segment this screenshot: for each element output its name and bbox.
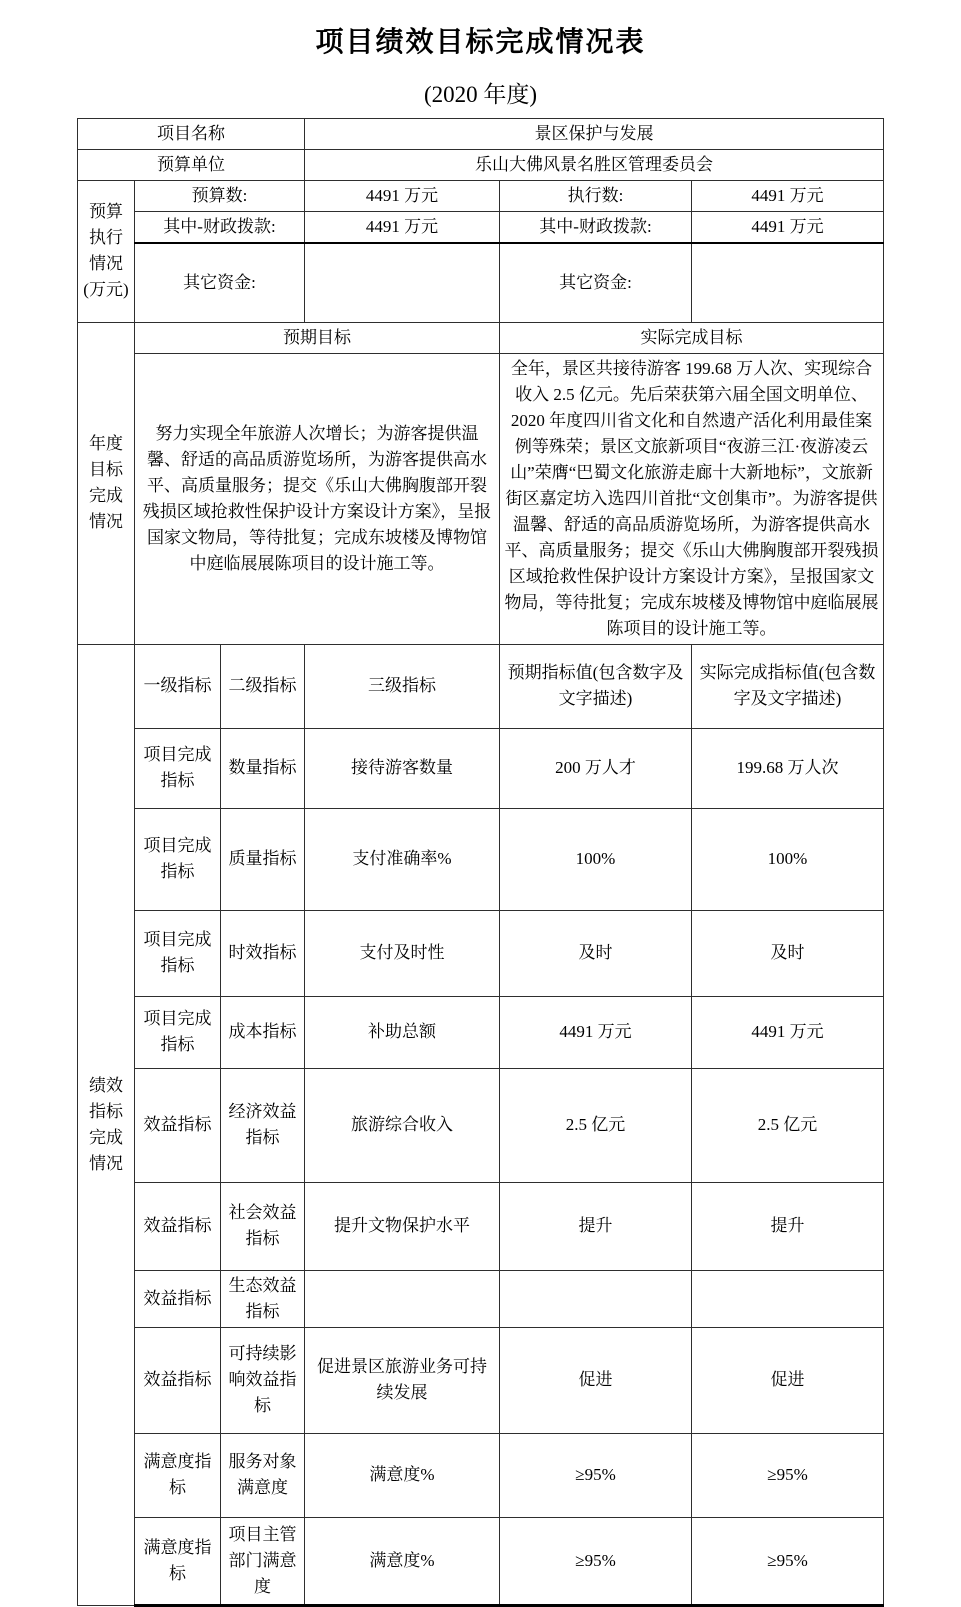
indicator-header-row bbox=[77, 644, 883, 728]
indicator-row bbox=[77, 996, 883, 1068]
indicator-level2-cell: 成本指标 bbox=[220, 996, 304, 1068]
indicator-level1-cell: 项目完成指标 bbox=[134, 808, 220, 910]
indicator-expected-cell: 促进 bbox=[500, 1327, 692, 1433]
indicator-level1-cell: 项目完成指标 bbox=[134, 996, 220, 1068]
fiscal-allocation-value: 4491 万元 bbox=[305, 212, 500, 244]
indicator-row bbox=[77, 728, 883, 808]
indicator-expected-cell: 及时 bbox=[500, 910, 692, 996]
indicator-level3-cell: 促进景区旅游业务可持续发展 bbox=[305, 1327, 500, 1433]
indicator-level2-cell: 经济效益指标 bbox=[220, 1068, 304, 1182]
project-name-value: 景区保护与发展 bbox=[305, 119, 884, 150]
indicator-level2-cell: 社会效益指标 bbox=[220, 1182, 304, 1270]
indicator-section-label: 绩效指标完成情况 bbox=[77, 644, 134, 1605]
expected-goal-header: 预期目标 bbox=[134, 322, 499, 353]
fiscal-allocation-label: 其中-财政拨款: bbox=[134, 212, 304, 244]
indicator-level1-cell: 满意度指标 bbox=[134, 1517, 220, 1605]
project-name-label: 项目名称 bbox=[77, 119, 304, 150]
indicator-row bbox=[77, 1327, 883, 1433]
indicator-actual-cell: 2.5 亿元 bbox=[692, 1068, 884, 1182]
indicator-header-level1: 一级指标 bbox=[134, 644, 220, 728]
budget-unit-label: 预算单位 bbox=[77, 150, 304, 181]
indicator-row bbox=[77, 808, 883, 910]
budget-row bbox=[77, 181, 883, 212]
indicator-level2-cell: 时效指标 bbox=[220, 910, 304, 996]
indicator-actual-cell bbox=[692, 1270, 884, 1327]
indicator-header-actual: 实际完成指标值(包含数字及文字描述) bbox=[692, 644, 884, 728]
budget-section-label: 预算执行情况(万元) bbox=[77, 181, 134, 323]
indicator-actual-cell: 提升 bbox=[692, 1182, 884, 1270]
budget-amount-label: 预算数: bbox=[134, 181, 304, 212]
actual-goal-header: 实际完成目标 bbox=[500, 322, 884, 353]
other-funds-label: 其它资金: bbox=[134, 243, 304, 322]
indicator-row bbox=[77, 1182, 883, 1270]
indicator-header-level2: 二级指标 bbox=[220, 644, 304, 728]
indicator-level1-cell: 满意度指标 bbox=[134, 1433, 220, 1517]
indicator-level3-cell bbox=[305, 1270, 500, 1327]
budget-row bbox=[77, 212, 883, 244]
indicator-level2-cell: 项目主管部门满意度 bbox=[220, 1517, 304, 1605]
indicator-actual-cell: 及时 bbox=[692, 910, 884, 996]
indicator-actual-cell: ≥95% bbox=[692, 1517, 884, 1605]
executed-amount-value: 4491 万元 bbox=[692, 181, 884, 212]
indicator-row bbox=[77, 1433, 883, 1517]
indicator-header-level3: 三级指标 bbox=[305, 644, 500, 728]
indicator-level1-cell: 项目完成指标 bbox=[134, 910, 220, 996]
indicator-level3-cell: 补助总额 bbox=[305, 996, 500, 1068]
indicator-expected-cell: 4491 万元 bbox=[500, 996, 692, 1068]
indicator-row bbox=[77, 1068, 883, 1182]
annual-goal-content-row bbox=[77, 353, 883, 644]
indicator-level3-cell: 提升文物保护水平 bbox=[305, 1182, 500, 1270]
other-funds-label2: 其它资金: bbox=[500, 243, 692, 322]
indicator-level3-cell: 满意度% bbox=[305, 1517, 500, 1605]
other-funds-value bbox=[305, 243, 500, 322]
indicator-actual-cell: ≥95% bbox=[692, 1433, 884, 1517]
fiscal-allocation-value2: 4491 万元 bbox=[692, 212, 884, 244]
indicator-row bbox=[77, 910, 883, 996]
indicator-actual-cell: 100% bbox=[692, 808, 884, 910]
indicator-expected-cell bbox=[500, 1270, 692, 1327]
indicator-expected-cell: 提升 bbox=[500, 1182, 692, 1270]
other-funds-value2 bbox=[692, 243, 884, 322]
indicator-expected-cell: 2.5 亿元 bbox=[500, 1068, 692, 1182]
indicator-row bbox=[77, 1517, 883, 1605]
indicator-level2-cell: 质量指标 bbox=[220, 808, 304, 910]
budget-amount-value: 4491 万元 bbox=[305, 181, 500, 212]
annual-goal-section-label: 年度目标完成情况 bbox=[77, 322, 134, 644]
project-name-row bbox=[77, 119, 883, 150]
indicator-expected-cell: ≥95% bbox=[500, 1517, 692, 1605]
indicator-actual-cell: 4491 万元 bbox=[692, 996, 884, 1068]
indicator-level1-cell: 效益指标 bbox=[134, 1270, 220, 1327]
page-subtitle: (2020 年度) bbox=[423, 82, 538, 107]
indicator-row bbox=[77, 1270, 883, 1327]
budget-unit-row bbox=[77, 150, 883, 181]
budget-row bbox=[77, 243, 883, 322]
indicator-level1-cell: 效益指标 bbox=[134, 1327, 220, 1433]
expected-goal-text: 努力实现全年旅游人次增长；为游客提供温馨、舒适的高品质游览场所，为游客提供高水平、高质量服务；提交《乐山大佛胸腹部开裂残损区域抢救性保护设计方案设计方案》，呈报国家文物局，等待批复；完成东坡楼及博物馆中庭临展展陈项目的设计施工等。 bbox=[134, 353, 499, 644]
indicator-expected-cell: 100% bbox=[500, 808, 692, 910]
indicator-level3-cell: 支付及时性 bbox=[305, 910, 500, 996]
page-title: 项目绩效目标完成情况表 bbox=[315, 27, 646, 58]
executed-amount-label: 执行数: bbox=[500, 181, 692, 212]
indicator-level1-cell: 效益指标 bbox=[134, 1182, 220, 1270]
annual-goal-header-row bbox=[77, 322, 883, 353]
indicator-level1-cell: 项目完成指标 bbox=[134, 728, 220, 808]
indicator-level3-cell: 旅游综合收入 bbox=[305, 1068, 500, 1182]
indicator-header-expected: 预期指标值(包含数字及文字描述) bbox=[500, 644, 692, 728]
indicator-expected-cell: 200 万人才 bbox=[500, 728, 692, 808]
indicator-actual-cell: 促进 bbox=[692, 1327, 884, 1433]
actual-goal-text: 全年，景区共接待游客 199.68 万人次、实现综合收入 2.5 亿元。先后荣获第六届全国文明单位、2020 年度四川省文化和自然遗产活化利用最佳案例等殊荣；景区文旅新项目“夜游三江·夜游凌云山”荣膺“巴蜀文化旅游走廊十大新地标”，文旅新街区嘉定坊入选四川首批“文创集市”。为游客提供温馨、舒适的高品质游览场所，为游客提供高水平、高质量服务；提交《乐山大佛胸腹部开裂残损区域抢救性保护设计方案设计方案》，呈报国家文物局，等待批复；完成东坡楼及博物馆中庭临展展陈项目的设计施工等。 bbox=[500, 353, 884, 644]
indicator-level3-cell: 接待游客数量 bbox=[305, 728, 500, 808]
indicator-level2-cell: 数量指标 bbox=[220, 728, 304, 808]
indicator-level2-cell: 服务对象满意度 bbox=[220, 1433, 304, 1517]
indicator-level3-cell: 支付准确率% bbox=[305, 808, 500, 910]
fiscal-allocation-label2: 其中-财政拨款: bbox=[500, 212, 692, 244]
indicator-expected-cell: ≥95% bbox=[500, 1433, 692, 1517]
indicator-level2-cell: 可持续影响效益指标 bbox=[220, 1327, 304, 1433]
indicator-actual-cell: 199.68 万人次 bbox=[692, 728, 884, 808]
indicator-level1-cell: 效益指标 bbox=[134, 1068, 220, 1182]
performance-table bbox=[77, 118, 884, 1607]
budget-unit-value: 乐山大佛风景名胜区管理委员会 bbox=[305, 150, 884, 181]
indicator-level2-cell: 生态效益指标 bbox=[220, 1270, 304, 1327]
indicator-level3-cell: 满意度% bbox=[305, 1433, 500, 1517]
